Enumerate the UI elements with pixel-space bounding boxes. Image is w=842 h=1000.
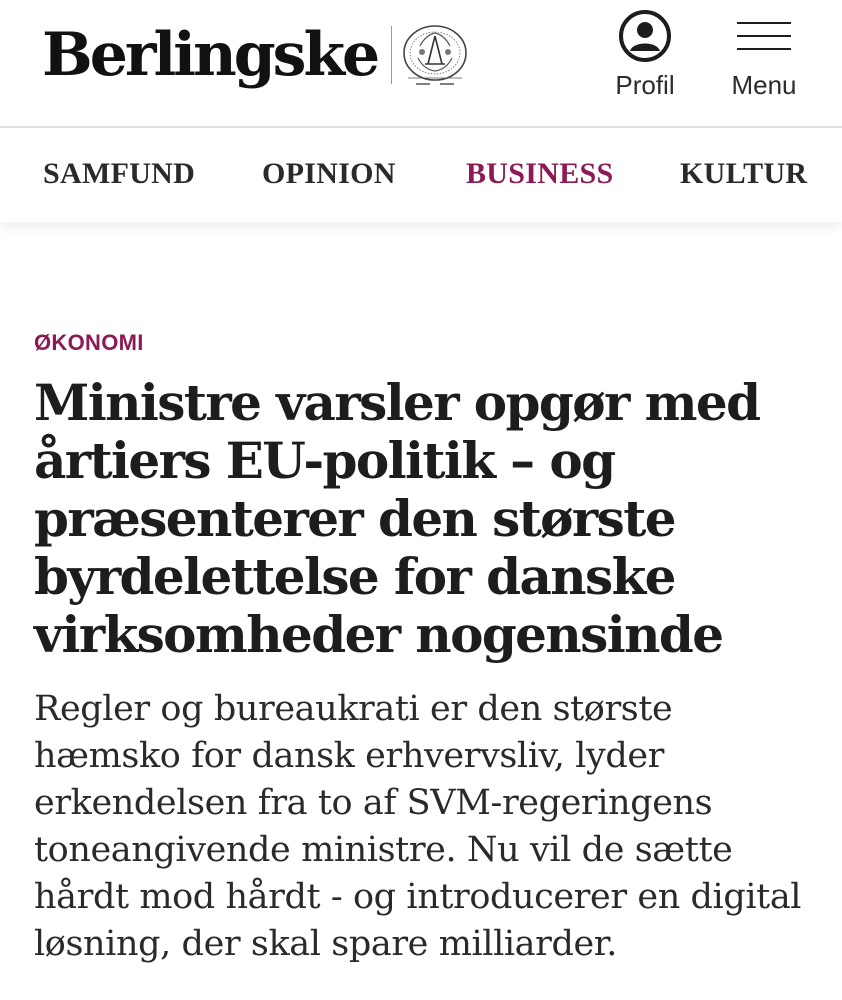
nav-item-opinion[interactable]: OPINION <box>262 157 396 190</box>
menu-button[interactable] <box>722 8 806 101</box>
nav-item-samfund[interactable]: SAMFUND <box>43 157 196 190</box>
menu-icon-line <box>737 22 791 24</box>
menu-icon-line <box>737 48 791 50</box>
section-nav <box>0 128 842 222</box>
user-circle-icon <box>617 8 673 64</box>
article <box>34 322 814 968</box>
site-header <box>0 0 842 128</box>
menu-label: Menu <box>731 70 797 100</box>
nav-item-kultur[interactable]: KULTUR <box>680 157 808 190</box>
profile-button[interactable] <box>606 8 684 101</box>
article-lead: Regler og bureaukrati er den største hæmsko for dansk erhvervsliv, lyder erkendelsen fra to af SVM-regeringens toneangivende ministre. Nu vil de sætte hårdt mod hårdt - og introducerer en digital løsning, der skal spare milliarder. <box>34 689 802 965</box>
site-logo[interactable] <box>42 10 472 100</box>
hamburger-menu-icon <box>737 8 791 64</box>
berlingske-seal-icon <box>398 20 472 90</box>
profile-label: Profil <box>615 70 675 100</box>
nav-item-business[interactable]: BUSINESS <box>466 157 614 190</box>
article-headline: Ministre varsler opgør med årtiers EU-politik – og præsenterer den største byrdelettelse for danske virksomheder nogensinde <box>34 373 760 665</box>
logo-wordmark: Berlingske <box>42 20 378 90</box>
menu-icon-line <box>737 35 791 37</box>
logo-divider <box>391 26 392 84</box>
article-kicker[interactable]: ØKONOMI <box>34 330 144 355</box>
